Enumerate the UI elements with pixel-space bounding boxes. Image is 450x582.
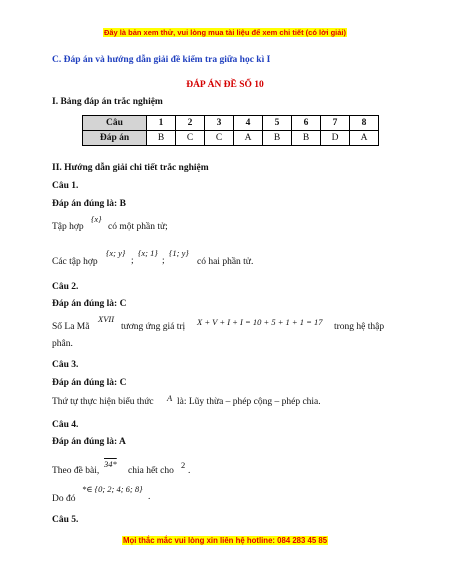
table-question-number: 6	[292, 116, 321, 131]
table-question-number: 2	[176, 116, 205, 131]
table-question-number: 7	[321, 116, 350, 131]
q2-title: Câu 2.	[52, 282, 79, 292]
q1-line2-text: Các tập hợp	[52, 257, 98, 267]
q2-line2-text: phân.	[52, 339, 73, 349]
q1-line2-sep1: ;	[131, 256, 134, 266]
table-answer-cell: A	[350, 131, 379, 146]
q1-line1-text: Tập hợp	[52, 222, 84, 232]
table-question-number: 8	[350, 116, 379, 131]
q4-line1-text: Theo đề bài,	[52, 466, 100, 476]
q2-answer: Đáp án đúng là: C	[52, 299, 127, 309]
part1-heading: I. Bảng đáp án trắc nghiệm	[52, 97, 163, 107]
q3-line1-rest: là: Lũy thừa – phép cộng – phép chia.	[177, 397, 321, 407]
q4-line1-math1: 34*	[104, 459, 117, 469]
table-answer-cell: C	[205, 131, 234, 146]
q1-line1-rest: có một phần tử;	[108, 222, 168, 232]
q5-title: Câu 5.	[52, 515, 79, 525]
preview-banner	[0, 28, 450, 37]
q2-line1-math1: XVII	[98, 314, 115, 324]
q2-line1-text: Số La Mã	[52, 322, 90, 332]
q4-line2-end: .	[148, 492, 151, 502]
q1-title: Câu 1.	[52, 181, 79, 191]
part2-heading: II. Hướng dẫn giải chi tiết trắc nghiệm	[52, 163, 209, 173]
q3-title: Câu 3.	[52, 360, 79, 370]
q1-line2-rest: có hai phần tử.	[197, 257, 254, 267]
q4-line2-text: Do đó	[52, 494, 76, 504]
q1-line2-math3: {1; y}	[169, 248, 189, 258]
table-question-number: 1	[147, 116, 176, 131]
hotline-banner-text: Mọi thắc mắc vui lòng xin liên hệ hotline: 084 283 45 85	[122, 536, 328, 545]
table-header-label: Câu	[83, 116, 147, 131]
table-answer-cell: A	[234, 131, 263, 146]
table-answer-cell: B	[147, 131, 176, 146]
q4-line1-mid: chia hết cho	[128, 466, 174, 476]
q4-line1-end: .	[188, 466, 191, 476]
q2-line1-mid: tương ứng giá trị	[121, 322, 186, 332]
table-answer-cell: C	[176, 131, 205, 146]
table-answer-cell: B	[263, 131, 292, 146]
answer-table-header-row	[83, 116, 379, 131]
q2-line1-rest: trong hệ thập	[334, 322, 385, 332]
table-question-number: 4	[234, 116, 263, 131]
table-question-number: 5	[263, 116, 292, 131]
section-heading: C. Đáp án và hướng dẫn giải đề kiểm tra giữa học kì I	[52, 55, 271, 65]
q1-line2-math2: {x; 1}	[138, 248, 158, 258]
q4-line1-math2: 2	[181, 460, 186, 470]
q1-line1-math: {x}	[91, 214, 102, 224]
q4-line2-math: *∈ {0; 2; 4; 6; 8}	[82, 484, 143, 494]
table-answer-label: Đáp án	[83, 131, 147, 146]
exam-title: ĐÁP ÁN ĐỀ SỐ 10	[186, 80, 264, 90]
q3-answer: Đáp án đúng là: C	[52, 378, 127, 388]
table-answer-cell: B	[292, 131, 321, 146]
hotline-banner	[0, 536, 450, 545]
q3-line1-text: Thứ tự thực hiện biểu thức	[52, 397, 154, 407]
q3-line1-math: A	[167, 393, 173, 403]
q2-line1-math2: X + V + I + I = 10 + 5 + 1 + 1 = 17	[197, 317, 323, 327]
q4-answer: Đáp án đúng là: A	[52, 437, 126, 447]
q4-title: Câu 4.	[52, 420, 79, 430]
preview-banner-text: Đây là bản xem thử, vui lòng mua tài liệu để xem chi tiết (có lời giải)	[103, 28, 347, 37]
q1-answer: Đáp án đúng là: B	[52, 199, 126, 209]
answer-table-answer-row	[83, 131, 379, 146]
q1-line2-math1: {x; y}	[106, 248, 126, 258]
table-question-number: 3	[205, 116, 234, 131]
table-answer-cell: D	[321, 131, 350, 146]
q1-line2-sep2: ;	[162, 256, 165, 266]
answer-table	[82, 115, 379, 146]
